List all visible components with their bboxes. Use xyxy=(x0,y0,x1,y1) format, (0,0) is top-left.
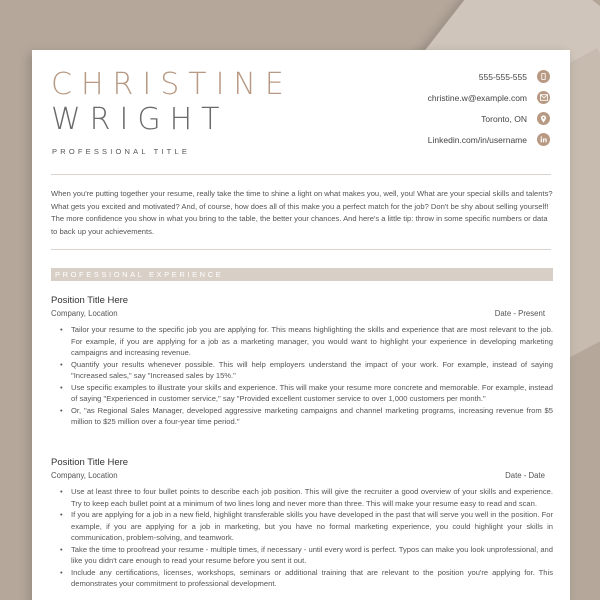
list-item: • Tailor your resume to the specific job you are applying for. This means highlighting the skills and experience that are most relevant to the job. For example, if you are applying for a job as a marketing manager, you would want to highlight your experience in developing marketing campaigns and increasing revenue. xyxy=(71,324,553,359)
email-text: christine.w@example.com xyxy=(427,92,527,103)
contact-phone xyxy=(310,66,550,87)
list-item: • Quantify your results whenever possible. This will help employers understand the impact of your work. For example, instead of saying "Increased sales," say "Increased sales by 15%." xyxy=(71,359,553,382)
summary-paragraph: When you're putting together your resume, really take the time to shine a light on what makes you, well, you! What are your special skills and talents? What gets you excited and motivated? And, of course, how does all of this make you a perfect match for the job? Don't be shy about selling yourself! The more confidence you show in what you bring to the table, the better your chances. And here's a little tip: throw in some specific numbers or data to back up your achievements. xyxy=(51,189,553,236)
section-heading: PROFESSIONAL EXPERIENCE xyxy=(55,270,224,279)
job-entry xyxy=(51,295,553,428)
job-entry xyxy=(51,457,553,590)
job-bullets xyxy=(51,324,553,428)
location-text: Toronto, ON xyxy=(481,113,527,124)
section-heading-bar xyxy=(51,268,553,281)
list-item: • Use specific examples to illustrate your skills and experience. This will make your resume more concrete and memorable. For example, instead of saying "Experienced in customer service," say "Provided excellent customer service to over 1,000 customers per month." xyxy=(71,382,553,405)
list-item: • Take the time to proofread your resume - multiple times, if necessary - until every word is perfect. Typos can make you look unprofessional, and like you didn't care enough to read your resume before you sent it out. xyxy=(71,544,553,567)
job-title: Position Title Here xyxy=(51,457,129,468)
list-item: • Use at least three to four bullet points to describe each job position. This will give the recruiter a good overview of your skills and experience. Try to keep each bullet point at a minimum of two lines long and never more than three. This will make your resume easy to read and scan. xyxy=(71,486,553,509)
contact-linkedin xyxy=(310,129,550,150)
job-bullets xyxy=(51,486,553,590)
name-first: CHRISTINE xyxy=(51,67,293,102)
job-date: Date - Date xyxy=(505,471,545,480)
contact-email xyxy=(310,87,550,108)
job-date: Date - Present xyxy=(494,309,545,318)
list-item: • If you are applying for a job in a new field, highlight transferable skills you have developed in the past that will serve you well in the position. For example, if you are applying for a job in marketing, but you have no formal marketing experience, you could highlight your skills in communication, problem-solving, and teamwork. xyxy=(71,509,553,544)
job-meta xyxy=(51,309,553,318)
phone-text: 555-555-555 xyxy=(478,71,527,82)
phone-icon xyxy=(537,70,550,83)
list-item: • Or, "as Regional Sales Manager, developed aggressive marketing campaigns and channel marketing programs, increasing revenue from $5 million to $25 million over a four-year time period." xyxy=(71,405,553,428)
job-company: Company, Location xyxy=(51,309,118,318)
contact-location xyxy=(310,108,550,129)
linkedin-icon xyxy=(537,133,550,146)
summary-divider xyxy=(51,249,551,250)
name-last: WRIGHT xyxy=(51,102,229,137)
email-icon xyxy=(537,91,550,104)
resume-page xyxy=(32,50,570,600)
job-company: Company, Location xyxy=(51,471,118,480)
list-item: • Include any certifications, licenses, workshops, seminars or additional training that are relevant to the position you're applying for. This demonstrates your commitment to professional development. xyxy=(71,567,553,590)
job-title: Position Title Here xyxy=(51,295,129,306)
location-icon xyxy=(537,112,550,125)
linkedin-text: Linkedin.com/in/username xyxy=(427,134,527,145)
contact-block xyxy=(310,66,550,150)
job-meta xyxy=(51,471,553,480)
professional-title: PROFESSIONAL TITLE xyxy=(52,147,191,156)
header-divider xyxy=(51,174,551,175)
